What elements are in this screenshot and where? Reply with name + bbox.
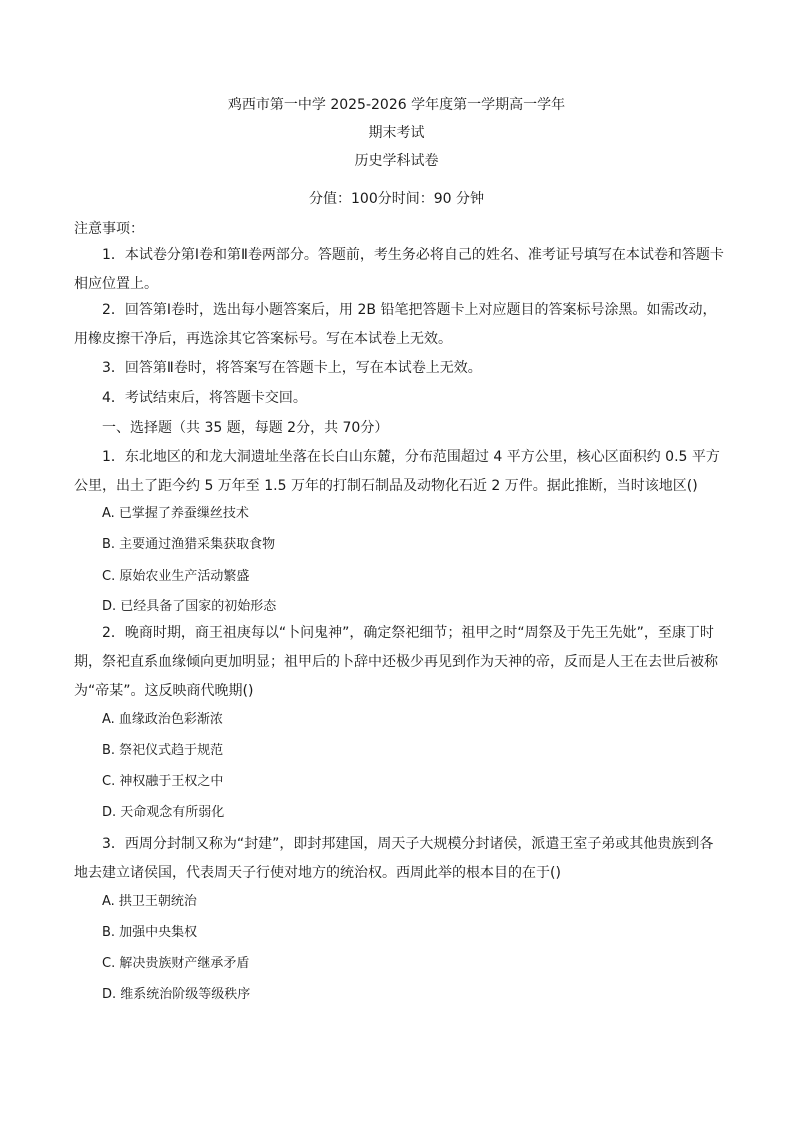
question-2-option-c: C. 神权融于王权之中 <box>102 774 224 789</box>
section-title: 一、选择题（共 35 题，每题 2分，共 70分） <box>102 420 389 436</box>
subject-title: 历史学科试卷 <box>354 153 439 169</box>
exam-name: 期末考试 <box>368 125 425 141</box>
question-2-option-b: B. 祭祀仪式趋于规范 <box>102 743 224 758</box>
question-3-stem: 3．西周分封制又称为“封建”，即封邦建国，周天子大规模分封诸侯，派遣王室子弟或其他贵族到各地去建立诸侯国，代表周天子行使对地方的统治权。西周此举的根本目的在于() <box>74 836 714 881</box>
question-3-option-d: D. 维系统治阶级等级秩序 <box>102 987 251 1002</box>
question-1-option-d: D. 已经具备了国家的初始形态 <box>102 599 277 614</box>
school-line: 鸡西市第一中学 2025-2026 学年度第一学期高一学年 <box>227 97 566 113</box>
question-3-option-b: B. 加强中央集权 <box>102 925 198 940</box>
question-2-stem: 2．晚商时期，商王祖庚每以“卜问鬼神”，确定祭祀细节；祖甲之时“周祭及于先王先妣”，至康丁时期，祭祀直系血缘倾向更加明显；祖甲后的卜辞中还极少再见到作为天神的帝，反而是人王在去世后被称为“帝某”。这反映商代晚期() <box>74 625 718 699</box>
question-2-option-d: D. 天命观念有所弱化 <box>102 805 225 820</box>
note-item-3: 3．回答第Ⅱ卷时，将答案写在答题卡上，写在本试卷上无效。 <box>102 360 482 376</box>
note-item-4: 4．考试结束后，将答题卡交回。 <box>102 390 307 406</box>
question-3-option-a: A. 拱卫王朝统治 <box>102 894 197 909</box>
score-time: 分值：100分时间：90 分钟 <box>309 191 484 207</box>
question-1-stem: 1．东北地区的和龙大洞遗址坐落在长白山东麓，分布范围超过 4 平方公里，核心区面积约 0.5 平方公里，出土了距今约 5 万年至 1.5 万年的打制石制品及动物化石近 2 万件。据此推断，当时该地区() <box>74 449 720 494</box>
note-item-1: 1．本试卷分第Ⅰ卷和第Ⅱ卷两部分。答题前，考生务必将自己的姓名、准考证号填写在本试卷和答题卡相应位置上。 <box>74 247 724 292</box>
note-item-2: 2．回答第Ⅰ卷时，选出每小题答案后，用 2B 铅笔把答题卡上对应题目的答案标号涂黑。如需改动，用橡皮擦干净后，再选涂其它答案标号。写在本试卷上无效。 <box>74 302 717 347</box>
question-1-option-c: C. 原始农业生产活动繁盛 <box>102 569 250 584</box>
question-3-option-c: C. 解决贵族财产继承矛盾 <box>102 956 250 971</box>
notes-title: 注意事项： <box>74 221 144 237</box>
question-1-option-a: A. 已掌握了养蚕缫丝技术 <box>102 506 249 521</box>
question-2-option-a: A. 血缘政治色彩渐浓 <box>102 712 223 727</box>
question-1-option-b: B. 主要通过渔猎采集获取食物 <box>102 537 276 552</box>
